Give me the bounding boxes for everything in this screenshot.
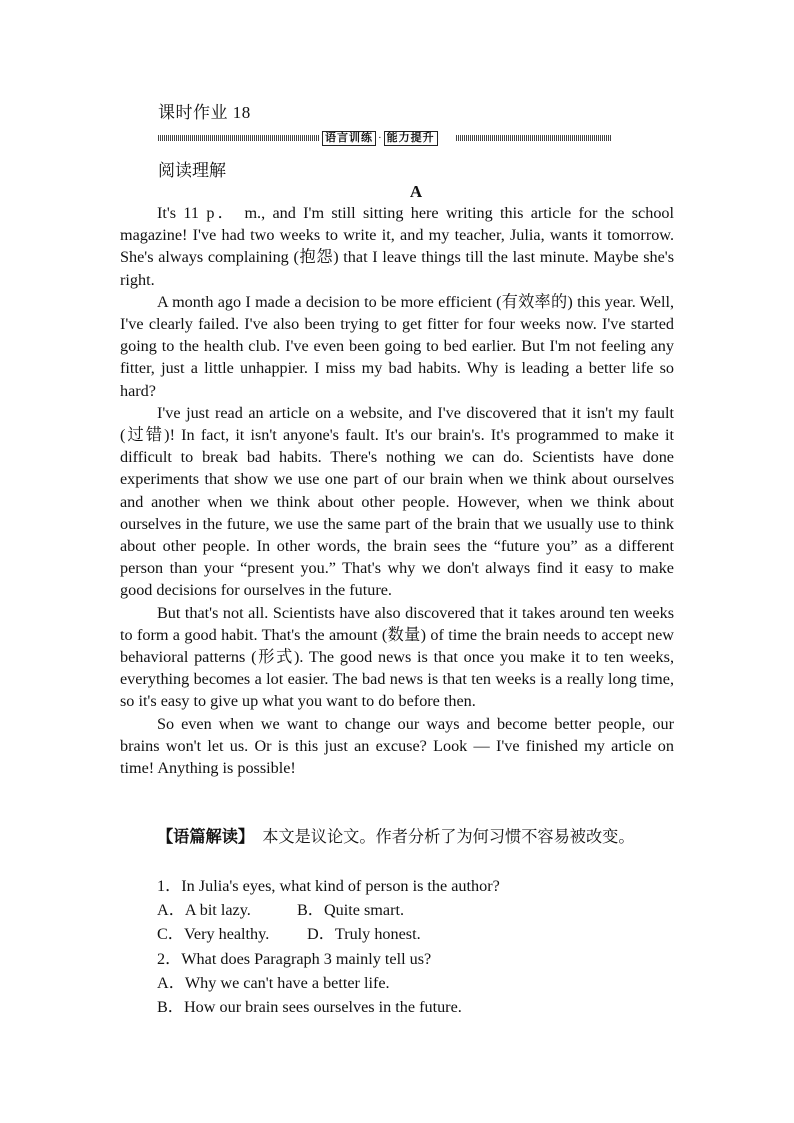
passage-paragraph: But that's not all. Scientists have also discovered that it takes around ten weeks to form a good habit. That's the amount (数量) of time the brain needs to accept new behavioral patterns (形式). The good news is that once you make it to ten weeks, everything becomes a lot easier. The bad news is that ten weeks is a really long time, so it's easy to give up what you want to do before then.: [120, 603, 674, 711]
option-row: [157, 898, 500, 922]
banner-label-left: 语言训练: [322, 131, 376, 146]
banner-separator: ·: [378, 132, 382, 144]
answer-option: D．Truly honest.: [307, 925, 421, 944]
analysis-tag: 【语篇解读】: [157, 828, 247, 846]
lesson-title: 课时作业 18: [158, 103, 251, 122]
answer-option: A．Why we can't have a better life.: [157, 973, 390, 992]
answer-option: C．Very healthy.: [157, 925, 270, 944]
passage-analysis: [120, 826, 674, 848]
section-banner: [158, 130, 611, 146]
question-list: [157, 874, 500, 1019]
answer-option: A．A bit lazy.: [157, 901, 251, 920]
passage-paragraph: I've just read an article on a website, and I've discovered that it isn't my fault (过错)! In fact, it isn't anyone's fault. It's our brain's. It's programmed to make it difficult to break bad habits. There's nothing we can do. Scientists have done experiments that show we use one part of our brain when we think about ourselves and another when we think about other people. However, when we think about ourselves in the future, we use the same part of the brain that we usually use to think about other people. In other words, the brain sees the “future you” as a different person than your “present you.” That's why we don't always find it easy to make good decisions for ourselves in the future.: [120, 403, 674, 600]
option-row: [157, 922, 500, 946]
passage-paragraph: So even when we want to change our ways and become better people, our brains won't let us. Or is this just an excuse? Look — I've finished my article on time! Anything is possible!: [120, 714, 674, 778]
question-stem: 2．What does Paragraph 3 mainly tell us?: [157, 949, 432, 968]
passage-paragraph: It's 11 p． m., and I'm still sitting here writing this article for the school magazine! I've had two weeks to write it, and my teacher, Julia, wants it tomorrow. She's always complaining (抱怨) that I leave things till the last minute. Maybe she's right.: [120, 204, 674, 289]
banner-rule-right: [456, 135, 611, 141]
passage-letter: A: [409, 182, 423, 201]
reading-passage: [120, 202, 674, 779]
answer-option: B．Quite smart.: [297, 901, 405, 920]
answer-option: B．How our brain sees ourselves in the future.: [157, 998, 462, 1017]
analysis-text: 本文是议论文。作者分析了为何习惯不容易被改变。: [246, 828, 635, 846]
banner-rule-left: [158, 135, 320, 141]
banner-label: [322, 130, 438, 146]
section-heading: 阅读理解: [158, 161, 226, 180]
question-stem: 1．In Julia's eyes, what kind of person is the author?: [157, 877, 500, 895]
passage-paragraph: A month ago I made a decision to be more efficient (有效率的) this year. Well, I've clearly failed. I've also been trying to get fitter for four weeks now. I've started going to the health club. I've even been going to bed earlier. But I'm not feeling any fitter, just a little unhappier. I miss my bad habits. Why is leading a better life so hard?: [120, 292, 674, 400]
banner-label-right: 能力提升: [384, 131, 438, 146]
